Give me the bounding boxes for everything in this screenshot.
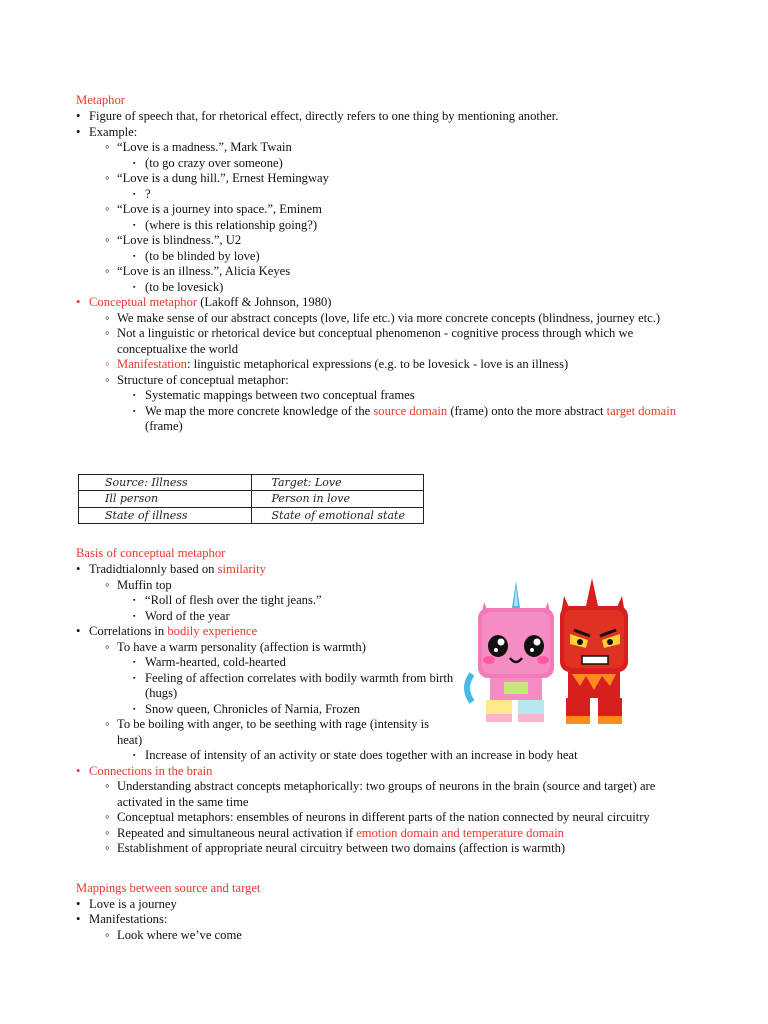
list-item: ◦ Muffin top [105, 578, 696, 594]
pink-cat-figure [467, 581, 554, 722]
list-item: ◦ Understanding abstract concepts metaphorically: two groups of neurons in the brain (source and target) are activated in the same time [105, 779, 696, 810]
table-cell: Target: Love [251, 475, 424, 491]
list-item: ◦ Look where we’ve come [105, 928, 696, 944]
list-item: ▪ (to be blinded by love) [132, 249, 696, 265]
table-cell: Ill person [79, 491, 252, 507]
list-item: ▪ (to go crazy over someone) [132, 156, 696, 172]
list-item-connections [76, 764, 696, 780]
emotion-domain-term: emotion domain and temperature domain [356, 825, 564, 840]
list-item: ◦ Structure of conceptual metaphor: [105, 373, 696, 389]
text: Correlations in [89, 624, 168, 638]
document-page [76, 93, 696, 435]
heading-metaphor: Metaphor [76, 93, 125, 107]
table-cell: Source: Illness [79, 475, 252, 491]
list-item: ▪ Snow queen, Chronicles of Narnia, Frozen [132, 702, 696, 718]
list-item-repeated [105, 826, 696, 842]
similarity-term: similarity [217, 562, 266, 576]
list-item: • Manifestations: [76, 912, 696, 928]
list-item-manifestation [105, 357, 696, 373]
list-item: ◦ “Love is a dung hill.”, Ernest Hemingway [105, 171, 696, 187]
list-item: ◦ Conceptual metaphors: ensembles of neurons in different parts of the nation connected by neural circuitry [105, 810, 696, 826]
list-item: ◦ “Love is a journey into space.”, Eminem [105, 202, 696, 218]
table-row [79, 507, 424, 523]
list-item: • Example: [76, 125, 696, 141]
bodily-experience-term: bodily experience [167, 624, 258, 638]
table-cell: State of illness [79, 507, 252, 523]
list-item: ▪ (where is this relationship going?) [132, 218, 696, 234]
list-item: ▪ Systematic mappings between two conceptual frames [132, 388, 696, 404]
list-item: ◦ “Love is an illness.”, Alicia Keyes [105, 264, 696, 280]
citation: (Lakoff & Johnson, 1980) [197, 295, 332, 309]
list-item-conceptual-metaphor [76, 295, 696, 311]
table-row [79, 491, 424, 507]
list-item: ▪ Increase of intensity of an activity or state does together with an increase in body heat [132, 748, 696, 764]
unikitty-figures-image [462, 578, 634, 733]
heading-mappings: Mappings between source and target [76, 880, 261, 895]
heading-basis: Basis of conceptual metaphor [76, 546, 226, 560]
spacer [76, 857, 696, 881]
text: We map the more concrete knowledge of the [145, 403, 374, 418]
list-item: ◦ “Love is blindness.”, U2 [105, 233, 696, 249]
list-item-mapping [132, 404, 696, 435]
list-item: ▪ Feeling of affection correlates with bodily warmth from birth (hugs) [132, 671, 455, 702]
handwritten-table [78, 474, 424, 524]
red-cat-figure [560, 578, 628, 724]
list-item: ▪ ? [132, 187, 696, 203]
list-item: ▪ Word of the year [132, 609, 696, 625]
list-item-tradition [76, 562, 696, 578]
list-item: ◦ Establishment of appropriate neural circuitry between two domains (affection is warmth) [105, 841, 696, 857]
text: (frame) onto the more abstract [447, 403, 607, 418]
mappings-list [76, 897, 696, 944]
list-item: ◦ To be boiling with anger, to be seething with rage (intensity is heat) [105, 717, 457, 748]
list-item: • Figure of speech that, for rhetorical effect, directly refers to one thing by mentioning another. [76, 109, 696, 125]
text: Tradidtialonnly based on [89, 562, 218, 576]
list-item: ◦ To have a warm personality (affection is warmth) [105, 640, 696, 656]
list-item: ▪ “Roll of flesh over the tight jeans.” [132, 593, 696, 609]
list-item: ◦ We make sense of our abstract concepts (love, life etc.) via more concrete concepts (blindness, journey etc.) [105, 311, 696, 327]
table-row [79, 475, 424, 491]
text: Repeated and simultaneous neural activation if [117, 825, 357, 840]
connections-brain-term: Connections in the brain [89, 763, 213, 778]
table-cell: State of emotional state [251, 507, 424, 523]
list-item: ▪ Warm-hearted, cold-hearted [132, 655, 696, 671]
manifestation-text: : linguistic metaphorical expressions (e.g. to be lovesick - love is an illness) [186, 357, 569, 371]
list-item: ▪ (to be lovesick) [132, 280, 696, 296]
table-cell: Person in love [251, 491, 424, 507]
metaphor-list [76, 109, 696, 435]
conceptual-metaphor-term: Conceptual metaphor [89, 295, 198, 309]
list-item: • Love is a journey [76, 897, 696, 913]
text: (frame) [145, 419, 183, 433]
target-domain-term: target domain [606, 403, 677, 418]
manifestation-term: Manifestation [117, 357, 187, 371]
list-item: ◦ Not a linguistic or rhetorical device but conceptual phenomenon - cognitive process through which we conceptualixe the world [105, 326, 696, 357]
figures-illustration [462, 578, 634, 733]
source-domain-term: source domain [373, 403, 448, 418]
list-item: ◦ “Love is a madness.”, Mark Twain [105, 140, 696, 156]
